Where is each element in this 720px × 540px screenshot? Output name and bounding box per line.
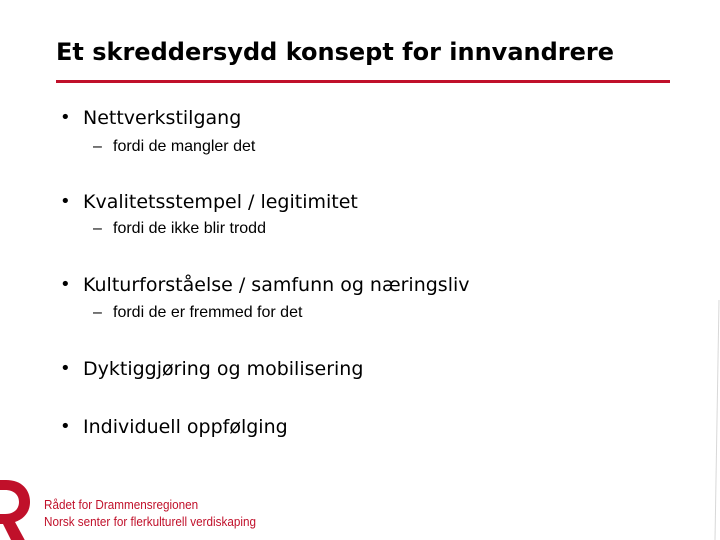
bullet-icon: • bbox=[60, 274, 71, 295]
bullet-label: Dyktiggjøring og mobilisering bbox=[83, 358, 364, 380]
sub-item-1 bbox=[93, 137, 255, 157]
bullet-icon: • bbox=[60, 416, 71, 437]
bullet-label: Individuell oppfølging bbox=[83, 416, 288, 438]
dash-icon: – bbox=[93, 220, 102, 237]
bullet-label: Kulturforståelse / samfunn og næringsliv bbox=[83, 274, 470, 296]
sub-item-label: fordi de er fremmed for det bbox=[113, 304, 303, 321]
dash-icon: – bbox=[93, 138, 102, 155]
bullet-label: Nettverkstilgang bbox=[83, 107, 242, 129]
bullet-icon: • bbox=[60, 107, 71, 128]
slide-title: Et skreddersydd konsept for innvandrere bbox=[56, 38, 615, 66]
bullet-icon: • bbox=[60, 358, 71, 379]
sub-item-3 bbox=[93, 303, 302, 323]
sub-item-label: fordi de mangler det bbox=[113, 138, 256, 155]
red-r-logo-icon bbox=[0, 476, 32, 540]
bullet-icon: • bbox=[60, 191, 71, 212]
title-underline bbox=[56, 80, 670, 83]
org-name-line-2: Norsk senter for flerkulturell verdiskaping bbox=[44, 514, 256, 529]
dash-icon: – bbox=[93, 304, 102, 321]
bullet-label: Kvalitetsstempel / legitimitet bbox=[83, 191, 358, 213]
sub-item-label: fordi de ikke blir trodd bbox=[113, 220, 266, 237]
decorative-edge-line bbox=[714, 300, 720, 540]
org-name-line-1: Rådet for Drammensregionen bbox=[44, 497, 199, 512]
sub-item-2 bbox=[93, 219, 266, 239]
